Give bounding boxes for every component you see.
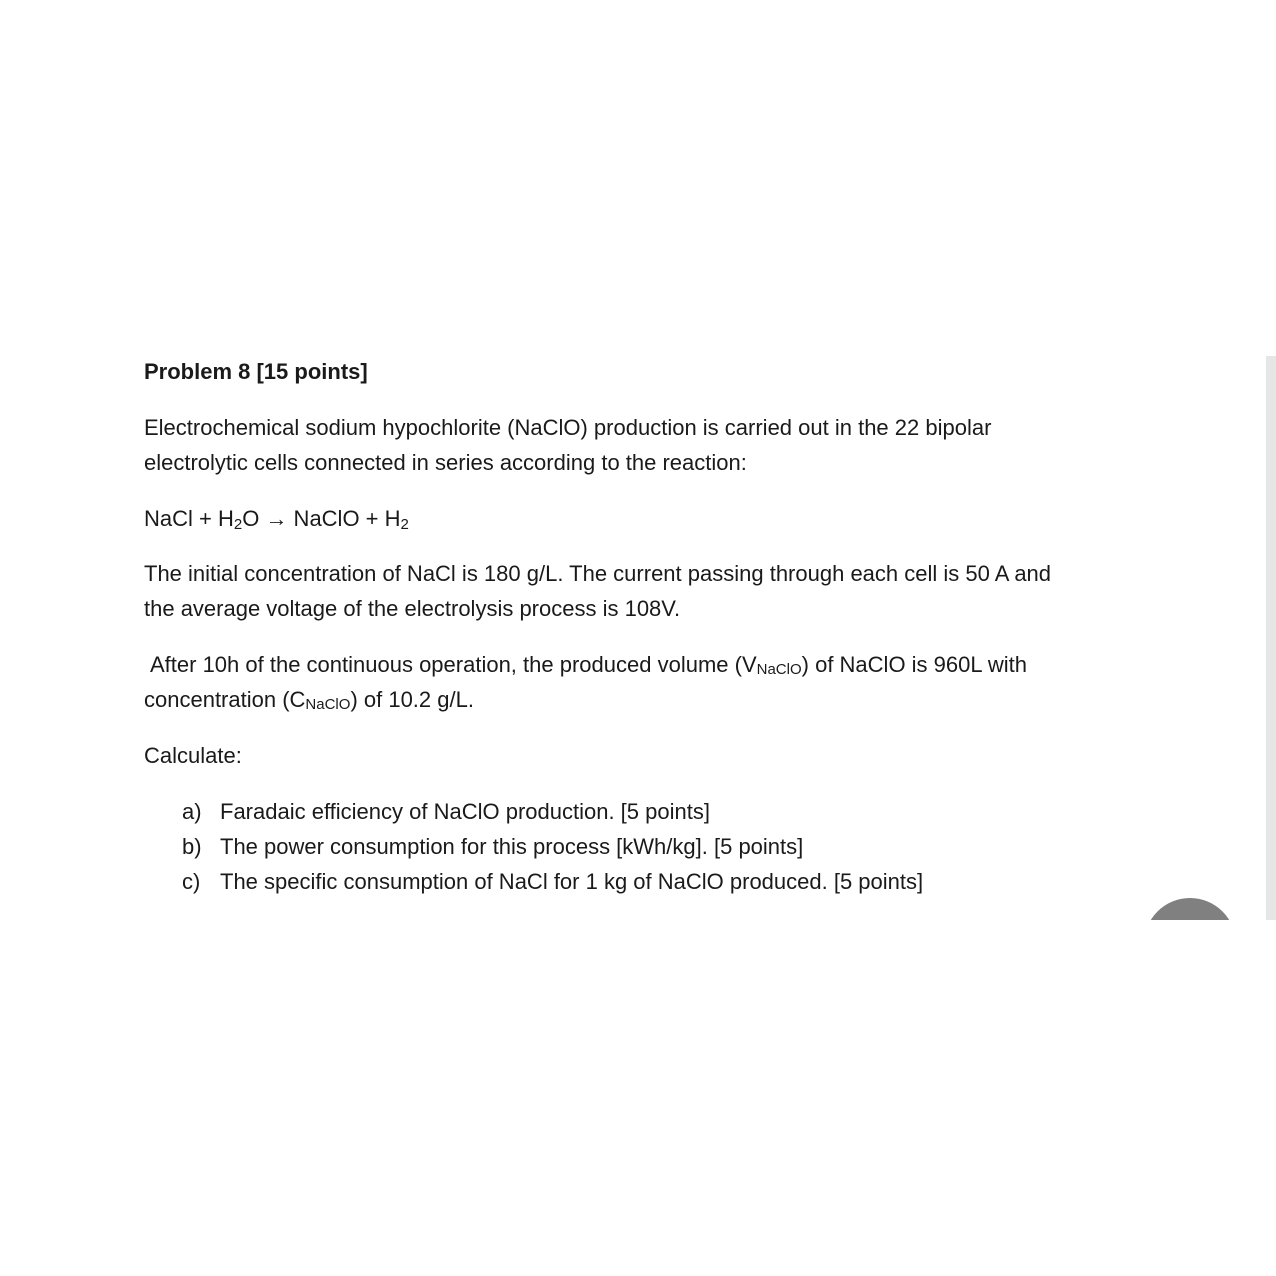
list-marker: a) [182,799,202,824]
list-item-text: Faradaic efficiency of NaClO production. [5 points] [220,799,710,824]
intro-line-1: Electrochemical sodium hypochlorite (NaClO) production is carried out in the 22 bipolar [144,415,992,440]
reaction-arrow-icon: → [265,506,288,531]
reaction-rhs-subscript: 2 [400,516,409,533]
list-marker: b) [182,834,202,859]
after-line-1-b: ) of NaClO is 960L with [801,652,1028,677]
list-item-text: The specific consumption of NaCl for 1 kg of NaClO produced. [5 points] [220,869,924,894]
calculate-label: Calculate: [144,743,242,768]
after-line-1 [150,651,1027,684]
list-item [182,868,923,896]
problem-title: Problem 8 [15 points] [144,359,368,384]
list-item-text: The power consumption for this process [kWh/kg]. [5 points] [220,834,804,859]
concentration-subscript: NaClO [305,696,351,713]
vertical-scrollbar[interactable] [1266,356,1276,920]
circle-icon [1144,898,1236,920]
conditions-line-2: the average voltage of the electrolysis process is 108V. [144,596,681,621]
reaction-equation [144,505,409,533]
after-line-2-a: concentration (C [144,687,306,712]
reaction-lhs-b: O [242,506,266,531]
after-line-2 [144,686,474,719]
list-marker: c) [182,869,201,894]
intro-line-2: electrolytic cells connected in series according to the reaction: [144,450,747,475]
conditions-line-1: The initial concentration of NaCl is 180 g/L. The current passing through each cell is 50 A and [144,561,1052,586]
list-item [182,798,710,826]
scroll-button[interactable] [1144,898,1236,920]
reaction-rhs-a: NaClO + H [287,506,401,531]
after-line-2-b: ) of 10.2 g/L. [350,687,474,712]
list-item [182,833,803,861]
volume-subscript: NaClO [756,661,802,678]
reaction-lhs-a: NaCl + H [144,506,234,531]
after-line-1-a: After 10h of the continuous operation, the produced volume (V [150,652,757,677]
reaction-lhs-subscript: 2 [233,516,243,533]
